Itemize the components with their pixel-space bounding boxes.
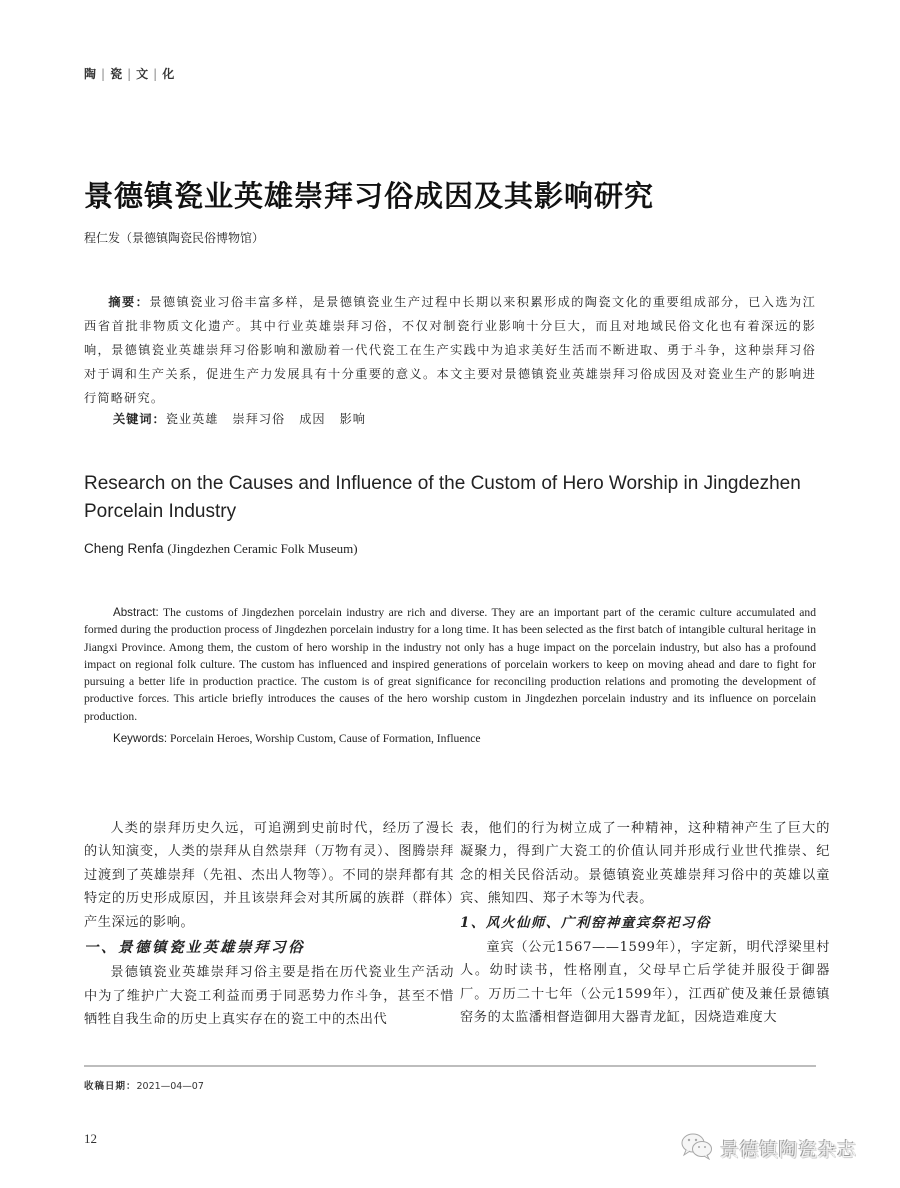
separator: |	[101, 67, 107, 81]
english-author-name: Cheng Renfa	[84, 541, 164, 556]
section-tag-char: 瓷	[110, 67, 124, 81]
intro-paragraph: 人类的崇拜历史久远，可追溯到史前时代，经历了漫长的认知演变，人类的崇拜从自然崇拜（万物有灵）、图腾崇拜过渡到了英雄崇拜（先祖、杰出人物等）。不同的崇拜都有其特定的历史形成原因，并且该崇拜会对其所属的族群（群体）产生深远的影响。	[84, 821, 454, 930]
chinese-abstract-text: 景德镇瓷业习俗丰富多样，是景德镇瓷业生产过程中长期以来积累形成的陶瓷文化的重要组成部分，已入选为江西省首批非物质文化遗产。其中行业英雄崇拜习俗，不仅对制瓷行业影响十分巨大，而且对地域民俗文化也有着深远的影响，景德镇瓷业英雄崇拜习俗影响和激励着一代代瓷工在生产实践中为追求美好生活而不断进取、勇于斗争，这种崇拜习俗对于调和生产关系，促进生产力发展具有十分重要的意义。本文主要对景德镇瓷业英雄崇拜习俗成因及对瓷业生产的影响进行简略研究。	[84, 295, 816, 405]
section-paragraph: 景德镇瓷业英雄崇拜习俗主要是指在历代瓷业生产活动中为了维护广大瓷工利益而勇于同恶势力作斗争，甚至不惜牺牲自我生命的历史上真实存在的瓷工中的杰出代	[84, 965, 454, 1028]
separator: |	[153, 67, 159, 81]
chinese-keywords-label: 关键词：	[113, 412, 166, 426]
english-keywords-text: Porcelain Heroes, Worship Custom, Cause of Formation, Influence	[170, 732, 481, 745]
keyword: 崇拜习俗	[232, 412, 286, 426]
chinese-abstract	[84, 290, 816, 410]
subsection-paragraph: 童宾（公元1567——1599年），字定新，明代浮梁里村人。幼时读书，性格刚直，父母早亡后学徒并服役于御器厂。万历二十七年（公元1599年），江西矿使及兼任景德镇窑务的太监潘相督造御用大器青龙缸，因烧造难度大	[460, 940, 830, 1026]
section-tag-char: 文	[136, 67, 150, 81]
english-keywords-label: Keywords:	[113, 732, 168, 745]
watermark-text: 景德镇陶瓷杂志	[720, 1138, 857, 1161]
keyword: 影响	[339, 412, 366, 426]
english-author	[84, 541, 358, 557]
chinese-title: 景德镇瓷业英雄崇拜习俗成因及其影响研究	[84, 179, 655, 213]
section-tag-char: 陶	[84, 67, 98, 81]
english-abstract-label: Abstract:	[113, 606, 159, 619]
wechat-icon	[680, 1132, 714, 1164]
keyword: 瓷业英雄	[165, 412, 219, 426]
chinese-abstract-label: 摘要：	[108, 295, 150, 309]
section-tag	[84, 65, 175, 82]
body-column-left	[84, 817, 454, 1032]
received-date-label: 收稿日期：	[84, 1081, 137, 1092]
page-number: 12	[84, 1131, 97, 1146]
chinese-keywords	[113, 410, 380, 427]
separator: |	[127, 67, 133, 81]
footnote-divider	[84, 1065, 816, 1067]
chinese-author: 程仁发（景德镇陶瓷民俗博物馆）	[84, 231, 265, 245]
watermark	[680, 1132, 857, 1164]
received-date-value: 2021—04—07	[136, 1081, 204, 1092]
continued-paragraph: 表，他们的行为树立成了一种精神，这种精神产生了巨大的凝聚力，得到广大瓷工的价值认同并形成行业世代推崇、纪念的相关民俗活动。景德镇瓷业英雄崇拜习俗中的英雄以童宾、熊知四、郑子木等为代表。	[460, 821, 830, 907]
english-keywords	[113, 732, 481, 745]
section-tag-char: 化	[162, 67, 176, 81]
english-abstract-text: The customs of Jingdezhen porcelain industry are rich and diverse. They are an important part of the ceramic culture accumulated and formed during the production process of Jingdezhen porcelain industry for a long time. It has been selected as the first batch of intangible cultural heritage in Jiangxi Province. Among them, the custom of hero worship in the industry not only has a huge impact on the porcelain industry, but also has a profound impact on regional folk culture. The custom has influenced and inspired generations of porcelain workers to keep on moving ahead and dare to fight for pursuing a better life in production practice. The custom is of great significance for reconciling production relations and promoting the development of productive forces. This article briefly introduces the causes of the hero worship custom in Jingdezhen porcelain industry and its influence on porcelain production.	[84, 606, 816, 723]
english-title: Research on the Causes and Influence of the Custom of Hero Worship in Jingdezhen Porcelain Industry	[84, 473, 801, 522]
english-author-affiliation: (Jingdezhen Ceramic Folk Museum)	[167, 541, 358, 556]
section-heading: 一、景德镇瓷业英雄崇拜习俗	[84, 939, 305, 957]
subsection-heading: 1、风火仙师、广利窑神童宾祭祀习俗	[460, 914, 711, 931]
english-abstract	[84, 604, 816, 725]
keyword: 成因	[299, 412, 326, 426]
received-date	[84, 1078, 204, 1092]
body-column-right	[460, 817, 830, 1030]
